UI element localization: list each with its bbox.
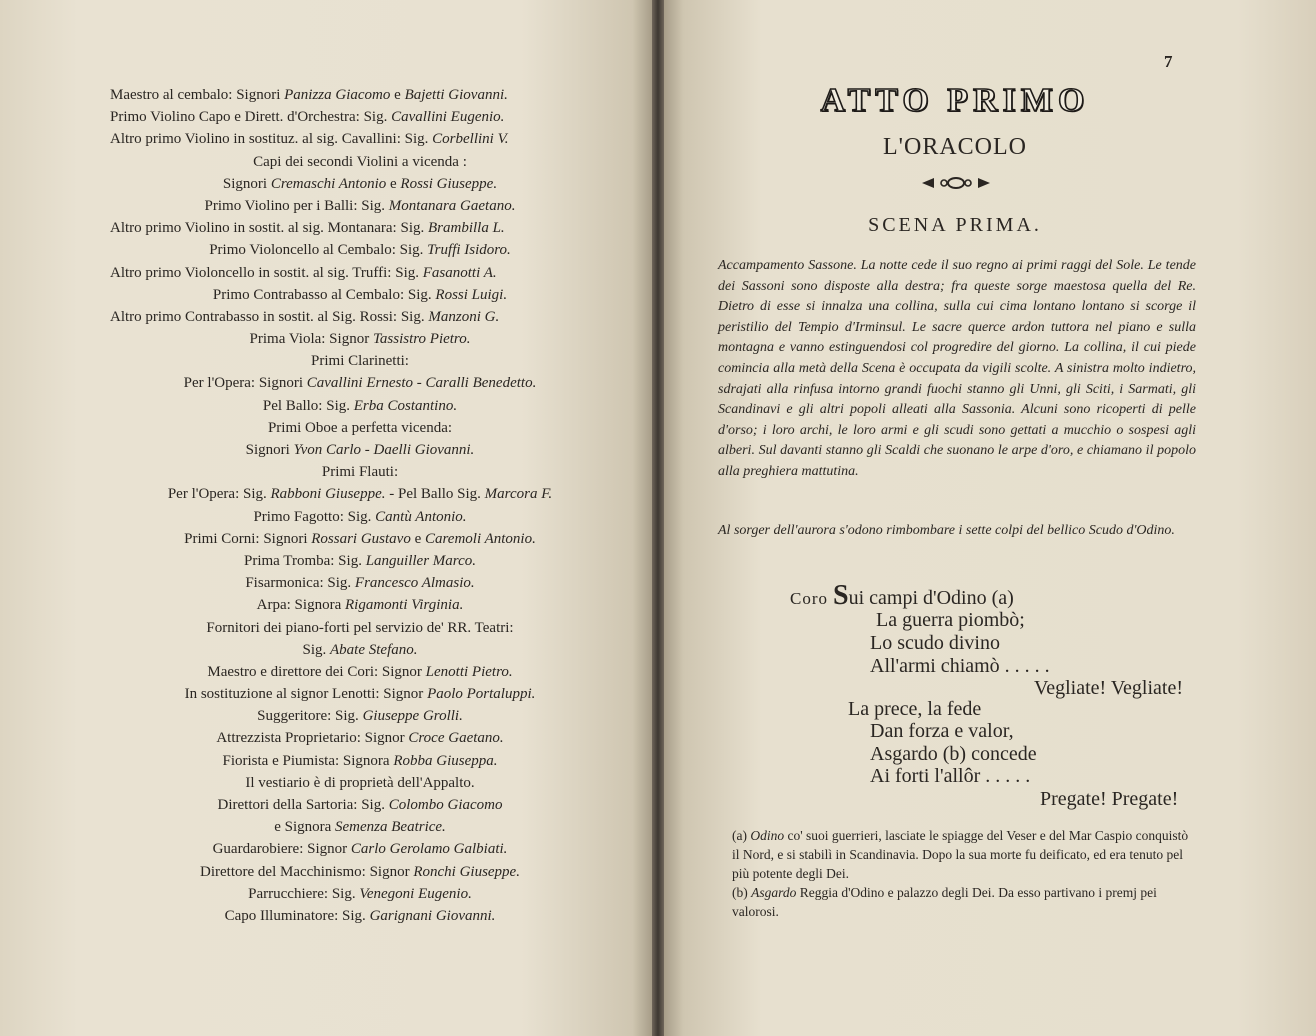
credit-role: Pel Ballo: Sig. bbox=[262, 397, 354, 414]
credit-role: Parrucchiere: Sig. bbox=[248, 885, 360, 902]
credit-role: Primi Oboe a perfetta vicenda: bbox=[267, 419, 453, 436]
credit-line bbox=[110, 816, 610, 838]
credit-name: Truffi Isidoro. bbox=[427, 242, 511, 259]
credit-name: Rabboni Giuseppe. bbox=[270, 486, 386, 503]
credit-name: Tassistro Pietro. bbox=[372, 331, 471, 348]
credit-line bbox=[110, 750, 610, 772]
credit-line bbox=[110, 128, 610, 150]
credit-line bbox=[110, 195, 610, 217]
credit-role: Guardarobiere: Signor bbox=[212, 841, 351, 858]
credit-name: Yvon Carlo - Daelli Giovanni. bbox=[293, 442, 475, 458]
credit-name: Carlo Gerolamo Galbiati. bbox=[350, 841, 508, 858]
footnote-b bbox=[718, 883, 1198, 921]
credit-role: Arpa: Signora bbox=[256, 597, 345, 614]
verse-line-1 bbox=[790, 580, 1014, 611]
credit-name: Panizza Giacomo bbox=[284, 87, 391, 103]
credit-name: Francesco Almasio. bbox=[354, 575, 475, 592]
verse-refrain: Vegliate! Vegliate! bbox=[1034, 677, 1184, 699]
credit-role: In sostituzione al signor Lenotti: Signor bbox=[184, 686, 428, 703]
verse-refrain: Pregate! Pregate! bbox=[1040, 788, 1179, 810]
credit-role: Il vestiario è di proprietà dell'Appalto. bbox=[245, 774, 475, 791]
ornament-divider bbox=[920, 176, 992, 190]
credit-line bbox=[110, 572, 610, 594]
credit-name: Cremaschi Antonio bbox=[270, 175, 387, 192]
credit-role: Capo Illuminatore: Sig. bbox=[224, 907, 370, 924]
credit-role: Primi Clarinetti: bbox=[311, 353, 409, 370]
credit-role: Attrezzista Proprietario: Signor bbox=[216, 730, 409, 747]
credit-name: Giuseppe Grolli. bbox=[362, 708, 463, 725]
credit-role: Altro primo Contrabasso in sostit. al Sig. Rossi: Sig. bbox=[110, 308, 429, 325]
credit-name: Rossi Giuseppe. bbox=[400, 175, 498, 192]
credit-line bbox=[110, 439, 610, 461]
credit-line bbox=[110, 772, 610, 794]
credit-role: Capi dei secondi Violini a vicenda : bbox=[253, 153, 467, 170]
credit-name: Cavallini Eugenio. bbox=[391, 109, 505, 126]
credit-name: Marcora F. bbox=[484, 486, 553, 503]
credit-role: - Pel Ballo Sig. bbox=[385, 486, 485, 503]
stage-direction-secondary: Al sorger dell'aurora s'odono rimbombare i sette colpi del bellico Scudo d'Odino. bbox=[718, 523, 1175, 538]
credit-line bbox=[110, 661, 610, 683]
credit-role: Per l'Opera: Signori bbox=[183, 375, 307, 392]
credit-name: Manzoni G. bbox=[428, 308, 500, 325]
credit-name: Abate Stefano. bbox=[330, 641, 418, 658]
credit-name: Semenza Beatrice. bbox=[335, 819, 446, 836]
credit-role: Maestro e direttore dei Cori: Signor bbox=[207, 663, 426, 680]
credit-role: Primo Violino per i Balli: Sig. bbox=[204, 197, 389, 214]
credit-role: Maestro al cembalo: Signori bbox=[110, 87, 285, 103]
credit-role: Primo Contrabasso al Cembalo: Sig. bbox=[212, 286, 436, 303]
credit-name: Montanara Gaetano. bbox=[388, 197, 516, 214]
credit-name: Paolo Portaluppi. bbox=[427, 686, 536, 703]
credit-line bbox=[110, 838, 610, 860]
credit-name: Fasanotti A. bbox=[422, 264, 497, 281]
credit-line bbox=[110, 483, 610, 505]
credit-line bbox=[110, 84, 610, 106]
credit-role: Direttore del Macchinismo: Signor bbox=[200, 863, 414, 880]
credit-line bbox=[110, 528, 610, 550]
credit-name: Garignani Giovanni. bbox=[369, 907, 496, 924]
verse-first: ui campi d'Odino (a) bbox=[848, 587, 1014, 609]
credit-role: Primo Violino Capo e Dirett. d'Orchestra: Sig. bbox=[110, 109, 392, 126]
verse-line: Asgardo (b) concede bbox=[870, 743, 1037, 765]
credit-line bbox=[110, 550, 610, 572]
credit-role: Primi Flauti: bbox=[321, 464, 399, 481]
footnote-marker: (b) bbox=[732, 885, 748, 900]
act-title: ATTO PRIMO bbox=[820, 82, 1090, 119]
footnote-term: Odino bbox=[750, 828, 785, 843]
credit-role: Primo Violoncello al Cembalo: Sig. bbox=[209, 242, 428, 259]
credit-role: Prima Tromba: Sig. bbox=[244, 552, 366, 569]
credit-line bbox=[110, 683, 610, 705]
credit-name: Croce Gaetano. bbox=[408, 730, 504, 747]
footnote-term: Asgardo bbox=[751, 885, 797, 900]
credit-name: Rossari Gustavo bbox=[311, 530, 411, 547]
credit-line bbox=[110, 506, 610, 528]
credit-role: Fornitori dei piano-forti pel servizio de' RR. Teatri: bbox=[206, 619, 514, 636]
credit-role: Signori bbox=[245, 442, 294, 458]
verse-line: Lo scudo divino bbox=[870, 632, 1000, 654]
credit-role: Direttori della Sartoria: Sig. bbox=[217, 797, 389, 813]
footnote-marker: (a) bbox=[732, 828, 747, 843]
credit-role: Suggeritore: Sig. bbox=[257, 708, 363, 725]
credit-line bbox=[110, 883, 610, 905]
credit-role: e bbox=[386, 175, 401, 192]
credit-name: Rigamonti Virginia. bbox=[344, 597, 464, 614]
footnotes bbox=[718, 826, 1198, 921]
verse-line: Dan forza e valor, bbox=[870, 720, 1014, 742]
credit-line bbox=[110, 151, 610, 173]
credit-line bbox=[110, 861, 610, 883]
credit-line bbox=[110, 173, 610, 195]
credit-line bbox=[110, 705, 610, 727]
credit-name: Languiller Marco. bbox=[365, 552, 476, 569]
credit-name: Cavallini Ernesto - Caralli Benedetto. bbox=[306, 375, 537, 392]
credit-name: Ronchi Giuseppe. bbox=[413, 863, 520, 880]
chorus-label: Coro bbox=[790, 589, 828, 608]
credit-role: Altro primo Violoncello in sostit. al sig. Truffi: Sig. bbox=[110, 264, 423, 281]
verse-line: Ai forti l'allôr . . . . . bbox=[870, 765, 1031, 787]
footnote-a bbox=[718, 826, 1198, 883]
credits-list bbox=[110, 84, 610, 927]
credit-line bbox=[110, 594, 610, 616]
credit-name: Caremoli Antonio. bbox=[425, 530, 536, 547]
act-subtitle: L'ORACOLO bbox=[883, 134, 1027, 160]
credit-role: e Signora bbox=[274, 819, 336, 836]
credit-line bbox=[110, 395, 610, 417]
credit-role: Altro primo Violino in sostit. al sig. Montanara: Sig. bbox=[110, 220, 428, 237]
credit-name: Corbellini V. bbox=[432, 131, 509, 148]
credit-line bbox=[110, 794, 610, 816]
left-page bbox=[0, 0, 652, 1036]
credit-line bbox=[110, 461, 610, 483]
credit-line bbox=[110, 905, 610, 927]
drop-initial: S bbox=[833, 580, 849, 611]
credit-role: Altro primo Violino in sostituz. al sig. Cavallini: Sig. bbox=[110, 131, 433, 148]
credit-line bbox=[110, 372, 610, 394]
credit-name: Brambilla L. bbox=[427, 220, 505, 237]
credit-role: Per l'Opera: Sig. bbox=[167, 486, 271, 503]
footnote-text: Reggia d'Odino e palazzo degli Dei. Da esso partivano i premj pei valorosi. bbox=[732, 885, 1157, 919]
credit-line bbox=[110, 106, 610, 128]
page-number: 7 bbox=[1164, 52, 1173, 71]
credit-role: Primo Fagotto: Sig. bbox=[253, 508, 376, 525]
credit-name: Erba Costantino. bbox=[353, 397, 458, 414]
credit-line bbox=[110, 306, 610, 328]
credit-line bbox=[110, 727, 610, 749]
credit-role: Fiorista e Piumista: Signora bbox=[222, 752, 394, 769]
verse-line: La prece, la fede bbox=[848, 698, 982, 720]
footnote-text: co' suoi guerrieri, lasciate le spiagge del Veser e del Mar Caspio conquistò il Nord, e si stabilì in Scandinavia. Dopo la sua morte fu deificato, ed era tenuto pel più potente degli Dei. bbox=[732, 828, 1189, 881]
scene-title: SCENA PRIMA. bbox=[868, 214, 1042, 236]
credit-name: Venegoni Eugenio. bbox=[359, 885, 472, 902]
credit-role: e bbox=[390, 87, 405, 103]
credit-role: Prima Viola: Signor bbox=[249, 331, 373, 348]
credit-line bbox=[110, 639, 610, 661]
credit-line bbox=[110, 284, 610, 306]
credit-role: Signori bbox=[222, 175, 271, 192]
credit-line bbox=[110, 262, 610, 284]
credit-name: Robba Giuseppa. bbox=[393, 752, 498, 769]
credit-name: Lenotti Pietro. bbox=[425, 663, 513, 680]
credit-role: e bbox=[410, 530, 426, 547]
credit-name: Bajetti Giovanni. bbox=[404, 87, 508, 103]
stage-direction: Accampamento Sassone. La notte cede il suo regno ai primi raggi del Sole. Le tende dei Sassoni sono disposte alla destra; fra queste sorge maestosa quella del Re. Dietro di esse si innalza una collina, sulla cui cima lontano lontano si scorge il peristilio del Tempio d'Irminsul. Le sacre querce ardon tuttora nel piano e sulla montagna e vanno estinguendosi col progredire del giorno. La collina, il cui piede comincia alla metà della Scena è occupata da vigili scolte. A sinistra molto indietro, sdrajati alla rinfusa intorno grandi fuochi stanno gli Unni, gli Sciti, i Sarmati, gli Scandinavi e gli altri popoli alleati alla Sassonia. Alcuni sono ricoperti di pelle d'orso; i loro archi, le loro armi e gli scudi sono gettati a mucchio o sospesi agli alberi. Sul davanti stanno gli Scaldi che suonano le arpe d'oro, e chiamano il popolo alla preghiera mattutina. bbox=[718, 258, 1196, 479]
credit-role: Sig. bbox=[302, 641, 331, 658]
credit-line bbox=[110, 417, 610, 439]
credit-role: Primi Corni: Signori bbox=[184, 530, 312, 547]
credit-role: Fisarmonica: Sig. bbox=[245, 575, 355, 592]
verse-line: All'armi chiamò . . . . . bbox=[870, 655, 1050, 677]
credit-line bbox=[110, 217, 610, 239]
credit-line bbox=[110, 617, 610, 639]
credit-name: Colombo Giacomo bbox=[388, 797, 503, 813]
credit-name: Cantù Antonio. bbox=[375, 508, 467, 525]
verse-line: La guerra piombò; bbox=[876, 609, 1025, 631]
credit-line bbox=[110, 328, 610, 350]
credit-line bbox=[110, 350, 610, 372]
book-gutter bbox=[652, 0, 664, 1036]
credit-line bbox=[110, 239, 610, 261]
credit-name: Rossi Luigi. bbox=[435, 286, 508, 303]
